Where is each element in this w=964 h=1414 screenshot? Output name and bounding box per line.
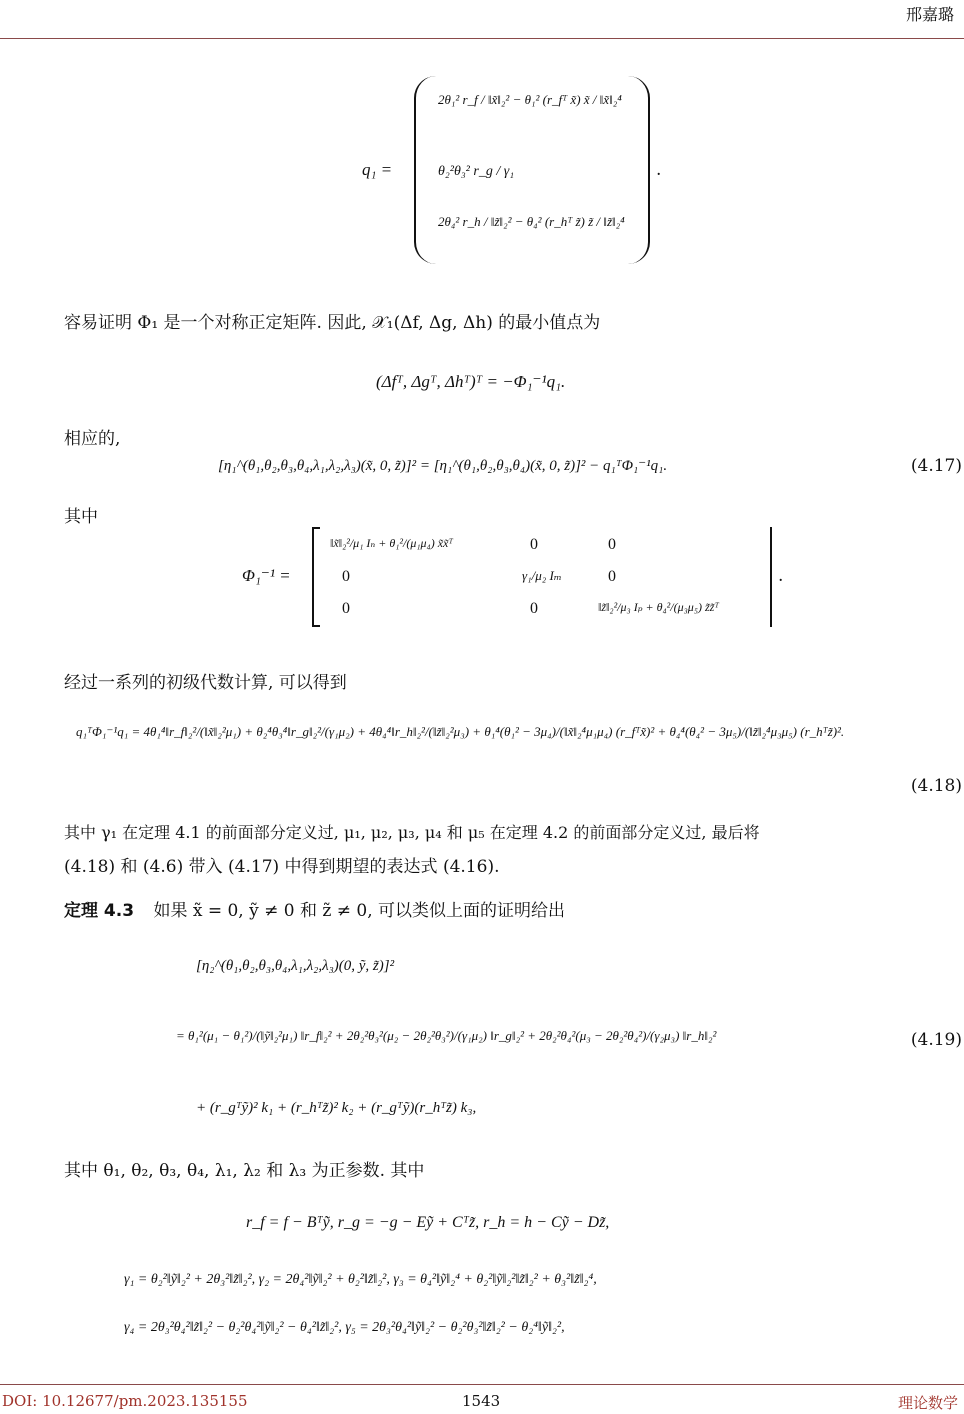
q1-row1: 2θ₁² r_f / ‖x̃‖₂² − θ₁² (r_fᵀ x̃) x̃ / ‖x̃‖₂⁴ <box>438 92 622 107</box>
theorem-text: 如果 x̃ = 0, ỹ ≠ 0 和 z̃ ≠ 0, 可以类似上面的证明给出 <box>153 901 566 921</box>
eq-4-17-number: (4.17) <box>910 456 962 476</box>
label-correspondingly: 相应的, <box>64 429 121 449</box>
paragraph-definitions-line1: 其中 γ₁ 在定理 4.1 的前面部分定义过, μ₁, μ₂, μ₃, μ₄ 和 μ₅ 在定理 4.2 的前面部分定义过, 最后将 <box>64 823 760 842</box>
eq-4-19-number: (4.19) <box>910 1030 962 1050</box>
q1-lhs: q₁ = <box>362 160 393 179</box>
running-header-author: 邢嘉璐 <box>905 5 954 24</box>
paragraph-symmetric-pd: 容易证明 Φ₁ 是一个对称正定矩阵. 因此, 𝒳₁(Δf, Δg, Δh) 的最小值点为 <box>64 313 601 333</box>
eq-4-17-body: [η₁^(θ₁,θ₂,θ₃,θ₄,λ₁,λ₂,λ₃)(x̃, 0, z̃)]² = [η₁^(θ₁,θ₂,θ₃,θ₄)(x̃, 0, z̃)]² − q₁ᵀΦ₁⁻¹q₁. <box>218 458 668 474</box>
eq-4-19-line2: = θ₁²(μ₁ − θ₁²)/(‖ỹ‖₂²μ₁) ‖r_f‖₂² + 2θ₂²θ₃²(μ₂ − 2θ₂²θ₃²)/(γ₁μ₂) ‖r_g‖₂² + 2θ₂²θ₄²(μ₃ − 2θ₂²θ₄²)/(γ₂μ₃) ‖r_h‖₂² <box>176 1028 717 1043</box>
footer-page-number: 1543 <box>462 1392 501 1410</box>
phi-inv-r1c1: ‖x̃‖₂²/μ₁ Iₙ + θ₁²/(μ₁μ₄) x̃x̃ᵀ <box>330 536 453 550</box>
footer-rule <box>0 1384 964 1385</box>
phi-inv-r3c1: 0 <box>342 600 350 617</box>
equation-minimizer: (Δfᵀ, Δgᵀ, Δhᵀ)ᵀ = −Φ₁⁻¹q₁. <box>376 372 566 391</box>
phi-inv-r1c2: 0 <box>530 536 538 553</box>
eq-4-18-body: q₁ᵀΦ₁⁻¹q₁ = 4θ₁⁴‖r_f‖₂²/(‖x̃‖₂²μ₁) + θ₂⁴θ₃⁴‖r_g‖₂²/(γ₁μ₂) + 4θ₄⁴‖r_h‖₂²/(‖z̃‖₂²μ₃) + θ₁⁴(θ₁² − 3μ₄)/(‖x̃‖₂⁴μ₁μ₄) (r_fᵀx̃)² + θ₄⁴(θ₄² − 3μ₅)/(‖z̃‖₂⁴μ₃μ₅) (r_hᵀz̃)². <box>76 724 845 739</box>
footer-journal-name: 理论数学 <box>897 1394 958 1412</box>
q1-row2: θ₂²θ₃² r_g / γ₁ <box>438 164 515 179</box>
phi-inv-r2c1: 0 <box>342 568 350 585</box>
equation-gamma-4-5: γ₄ = 2θ₃²θ₄²‖z̃‖₂² − θ₂²θ₄²‖ỹ‖₂² − θ₄²‖z̃‖₂², γ₅ = 2θ₃²θ₄²‖ỹ‖₂² − θ₂²θ₃²‖z̃‖₂² − θ₂⁴‖ỹ‖₂², <box>124 1320 565 1335</box>
q1-end: . <box>656 160 662 180</box>
phi-inv-r1c3: 0 <box>608 536 616 553</box>
header-rule <box>0 38 964 39</box>
phi-inv-end: . <box>778 566 784 586</box>
q1-row3: 2θ₄² r_h / ‖z̃‖₂² − θ₄² (r_hᵀ z̃) z̃ / ‖z̃‖₂⁴ <box>438 214 625 229</box>
theorem-label: 定理 4.3 <box>64 901 135 921</box>
phi-inv-r3c3: ‖z̃‖₂²/μ₃ Iₚ + θ₄²/(μ₃μ₅) z̃z̃ᵀ <box>598 600 719 614</box>
phi-inv-r2c3: 0 <box>608 568 616 585</box>
eq-4-19-line3: + (r_gᵀỹ)² k₁ + (r_hᵀz̃)² k₂ + (r_gᵀỹ)(r_hᵀz̃) k₃, <box>196 1100 477 1116</box>
paragraph-positive-parameters: 其中 θ₁, θ₂, θ₃, θ₄, λ₁, λ₂ 和 λ₃ 为正参数. 其中 <box>64 1161 425 1181</box>
eq-4-19-line1: [η₂^(θ₁,θ₂,θ₃,θ₄,λ₁,λ₂,λ₃)(0, ỹ, z̃)]² <box>196 958 395 974</box>
paragraph-definitions-line2: (4.18) 和 (4.6) 带入 (4.17) 中得到期望的表达式 (4.16). <box>64 857 500 877</box>
equation-gamma-1-3: γ₁ = θ₂²‖ỹ‖₂² + 2θ₃²‖z̃‖₂², γ₂ = 2θ₄²‖ỹ‖₂² + θ₂²‖z̃‖₂², γ₃ = θ₄²‖ỹ‖₂⁴ + θ₂²‖ỹ‖₂²‖z̃‖₂² + θ₃²‖z̃‖₂⁴, <box>124 1272 597 1287</box>
phi-inv-r2c2: γ₁/μ₂ Iₘ <box>522 568 562 583</box>
paragraph-algebra: 经过一系列的初级代数计算, 可以得到 <box>64 673 347 693</box>
eq-4-18-number: (4.18) <box>910 776 962 796</box>
footer-doi: DOI: 10.12677/pm.2023.135155 <box>2 1392 248 1410</box>
phi-inv-lhs: Φ₁⁻¹ = <box>242 566 291 585</box>
label-where-1: 其中 <box>64 507 98 527</box>
phi-inv-r3c2: 0 <box>530 600 538 617</box>
equation-residuals: r_f = f − Bᵀỹ, r_g = −g − Eỹ + Cᵀz̃, r_h = h − Cỹ − Dz̃, <box>246 1214 610 1231</box>
theorem-4-3 <box>64 896 565 921</box>
